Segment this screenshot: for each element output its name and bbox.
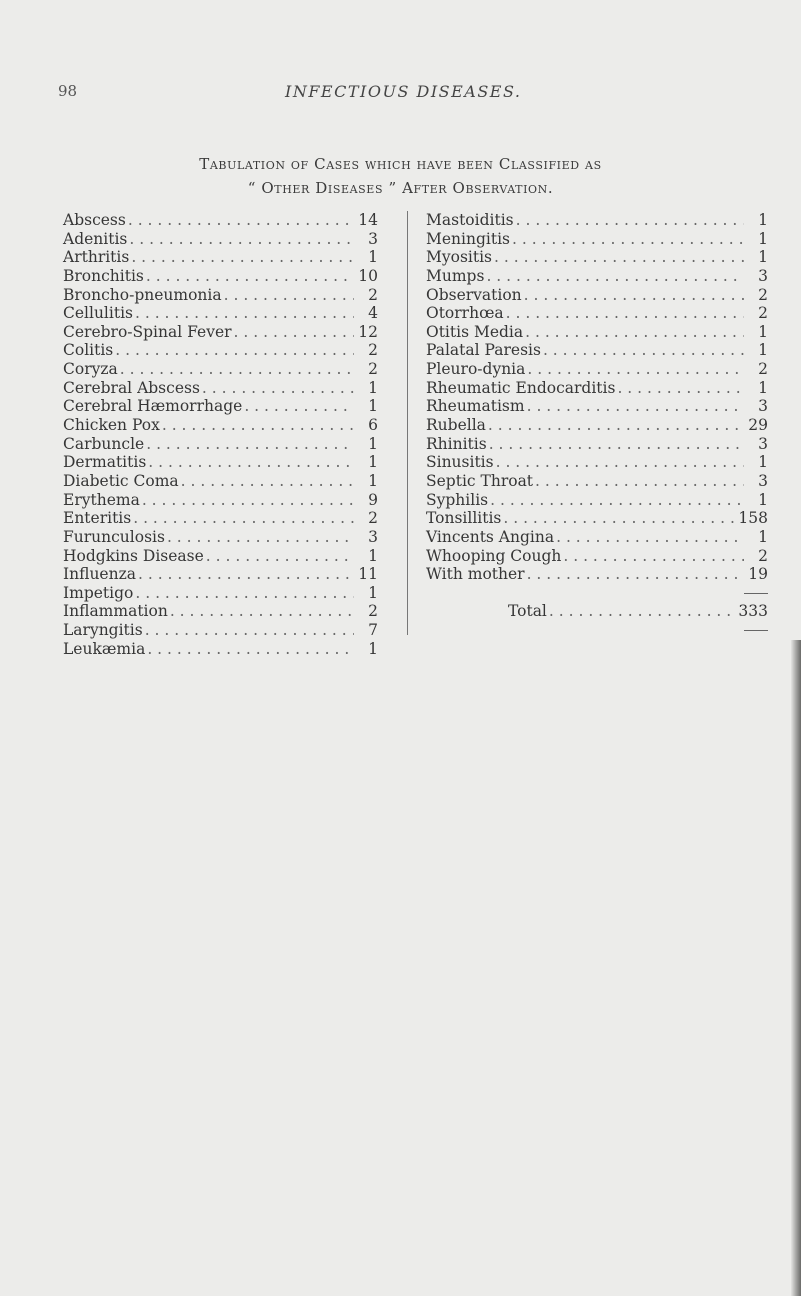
- table-title-line-2: “ Other Diseases ” After Observation.: [247, 179, 554, 197]
- dot-leader: [527, 360, 744, 379]
- list-item: [63, 640, 378, 659]
- disease-label: Coryza: [63, 360, 118, 379]
- disease-label: Enteritis: [63, 509, 132, 528]
- list-item: [426, 248, 768, 267]
- disease-label: Bronchitis: [63, 266, 144, 285]
- case-count: 2: [368, 360, 378, 379]
- list-item: [426, 565, 768, 584]
- list-item: [63, 211, 378, 230]
- disease-label: Impetigo: [63, 583, 134, 602]
- case-count: 6: [368, 416, 378, 435]
- case-count: 3: [758, 434, 768, 453]
- list-item: [426, 509, 768, 528]
- case-count: 2: [758, 304, 768, 323]
- total-row: [426, 602, 768, 621]
- case-count: 1: [368, 583, 378, 602]
- dot-leader: [543, 341, 744, 360]
- disease-label: Myositis: [426, 248, 493, 267]
- dot-leader: [563, 547, 744, 566]
- dot-leader: [115, 341, 354, 360]
- disease-label: Syphilis: [426, 490, 489, 509]
- disease-label: Abscess: [63, 211, 126, 229]
- disease-label: Influenza: [63, 565, 136, 584]
- list-item: [426, 547, 768, 566]
- dot-leader: [131, 248, 354, 267]
- dot-leader: [146, 435, 354, 454]
- list-item: [426, 286, 768, 305]
- case-count: 1: [758, 341, 768, 360]
- total-rule: [744, 593, 768, 594]
- dot-leader: [549, 602, 737, 621]
- disease-label: Rheumatism: [426, 397, 525, 416]
- dot-leader: [503, 509, 736, 528]
- list-item: [63, 304, 378, 323]
- list-item: [63, 230, 378, 249]
- disease-label: Sinusitis: [426, 453, 494, 472]
- dot-leader: [527, 397, 744, 416]
- dot-leader: [145, 621, 354, 640]
- case-count: 1: [368, 248, 378, 267]
- case-count: 1: [368, 453, 378, 472]
- case-count: 1: [368, 378, 378, 397]
- disease-label: Palatal Paresis: [426, 341, 541, 360]
- case-count: 1: [758, 378, 768, 397]
- disease-label: Leukæmia: [63, 639, 146, 658]
- list-item: [426, 360, 768, 379]
- case-count: 2: [758, 546, 768, 565]
- disease-label: Septic Throat: [426, 471, 534, 490]
- list-item: [63, 341, 378, 360]
- disease-label: Tonsillitis: [426, 509, 502, 528]
- dot-leader: [494, 248, 744, 267]
- table-title-line-1: Tabulation of Cases which have been Classified as: [199, 155, 602, 173]
- list-item: [63, 416, 378, 435]
- dot-leader: [489, 435, 744, 454]
- list-item: [63, 602, 378, 621]
- list-item: [426, 230, 768, 249]
- case-count: 158: [738, 509, 768, 528]
- case-count: 3: [758, 471, 768, 490]
- dot-leader: [535, 472, 744, 491]
- list-item: [63, 565, 378, 584]
- disease-label: Diabetic Coma: [63, 471, 179, 490]
- case-count: 12: [358, 322, 378, 341]
- case-count: 19: [748, 565, 768, 584]
- disease-label: Cerebral Hæmorrhage: [63, 397, 243, 416]
- dot-leader: [162, 416, 354, 435]
- dot-leader: [488, 416, 744, 435]
- list-item: [426, 267, 768, 286]
- disease-label: Observation: [426, 285, 522, 304]
- dot-leader: [128, 211, 354, 230]
- dot-leader: [234, 323, 354, 342]
- list-item: [63, 584, 378, 603]
- disease-label: Dermatitis: [63, 453, 147, 472]
- dot-leader: [202, 379, 354, 398]
- list-item: [426, 416, 768, 435]
- case-count: 2: [368, 602, 378, 621]
- case-count: 1: [368, 434, 378, 453]
- case-count: 1: [758, 248, 768, 267]
- dot-leader: [206, 547, 354, 566]
- case-count: 3: [758, 266, 768, 285]
- disease-label: Rhinitis: [426, 434, 487, 453]
- dot-leader: [142, 491, 354, 510]
- dot-leader: [133, 509, 354, 528]
- list-item: [63, 248, 378, 267]
- disease-label: Whooping Cough: [426, 546, 562, 565]
- disease-label: Adenitis: [63, 229, 128, 248]
- table-title: [0, 152, 801, 200]
- disease-label: Broncho-pneumonia: [63, 285, 222, 304]
- disease-label: Total: [508, 602, 547, 621]
- case-count: 3: [758, 397, 768, 416]
- dot-leader: [496, 453, 744, 472]
- page-edge-shadow: [791, 640, 801, 1296]
- dot-leader: [224, 286, 354, 305]
- case-count: 3: [368, 229, 378, 248]
- case-count: 3: [368, 527, 378, 546]
- case-count: 11: [358, 565, 378, 584]
- disease-label: Cerebro-Spinal Fever: [63, 322, 232, 341]
- disease-label: Carbuncle: [63, 434, 145, 453]
- list-item: [426, 472, 768, 491]
- case-count: 1: [758, 527, 768, 546]
- dot-leader: [138, 565, 354, 584]
- total-rule-row: [426, 621, 768, 640]
- disease-label: Hodgkins Disease: [63, 546, 204, 565]
- case-count: 1: [368, 546, 378, 565]
- disease-label: Furunculosis: [63, 527, 165, 546]
- list-item: [426, 528, 768, 547]
- list-item: [426, 341, 768, 360]
- column-divider: [407, 211, 408, 635]
- case-count: 4: [368, 304, 378, 323]
- case-count: 1: [758, 490, 768, 509]
- list-item: [63, 286, 378, 305]
- list-item: [426, 397, 768, 416]
- list-item: [63, 509, 378, 528]
- list-item: [426, 379, 768, 398]
- case-count: 1: [368, 639, 378, 658]
- disease-label: Pleuro-dynia: [426, 360, 526, 379]
- case-count: 2: [368, 341, 378, 360]
- list-item: [426, 435, 768, 454]
- disease-label: Otorrhœa: [426, 304, 504, 323]
- list-item: [63, 528, 378, 547]
- disease-label: Mumps: [426, 266, 485, 285]
- dot-leader: [512, 230, 744, 249]
- list-item: [426, 453, 768, 472]
- case-count: 10: [358, 266, 378, 285]
- disease-label: Mastoiditis: [426, 211, 514, 229]
- disease-label: Arthritis: [63, 248, 130, 267]
- disease-label: Rubella: [426, 416, 486, 435]
- dot-leader: [525, 323, 744, 342]
- page-header: [0, 82, 801, 102]
- dot-leader: [490, 491, 744, 510]
- page-number: 98: [58, 82, 78, 100]
- right-column-list: [426, 211, 768, 640]
- case-count: 2: [368, 509, 378, 528]
- dot-leader: [516, 211, 744, 230]
- dot-leader: [486, 267, 744, 286]
- case-count: 1: [758, 322, 768, 341]
- list-item: [63, 491, 378, 510]
- case-count: 7: [368, 621, 378, 640]
- disease-label: Vincents Angina: [426, 527, 555, 546]
- disease-label: Erythema: [63, 490, 140, 509]
- case-count: 1: [758, 211, 768, 229]
- list-item: [63, 360, 378, 379]
- case-count: 1: [758, 229, 768, 248]
- case-count: 1: [758, 453, 768, 472]
- case-count: 29: [748, 416, 768, 435]
- disease-label: Rheumatic Endocarditis: [426, 378, 616, 397]
- case-count: 333: [738, 602, 768, 621]
- list-item: [63, 379, 378, 398]
- list-item: [426, 491, 768, 510]
- disease-label: Cerebral Abscess: [63, 378, 200, 397]
- dot-leader: [148, 453, 354, 472]
- case-count: 2: [368, 285, 378, 304]
- list-item: [63, 547, 378, 566]
- running-title: INFECTIOUS DISEASES.: [285, 82, 522, 101]
- list-item: [63, 453, 378, 472]
- dot-leader: [181, 472, 354, 491]
- list-item: [63, 267, 378, 286]
- dot-leader: [147, 640, 354, 659]
- list-item: [63, 397, 378, 416]
- disease-label: Inflammation: [63, 602, 168, 621]
- disease-label: Cellulitis: [63, 304, 133, 323]
- disease-label: Meningitis: [426, 229, 510, 248]
- dot-leader: [135, 304, 354, 323]
- dot-leader: [244, 397, 354, 416]
- case-count: 2: [758, 285, 768, 304]
- list-item: [63, 621, 378, 640]
- dot-leader: [527, 565, 744, 584]
- dot-leader: [146, 267, 354, 286]
- case-count: 1: [368, 397, 378, 416]
- disease-label: Otitis Media: [426, 322, 524, 341]
- disease-label: Laryngitis: [63, 621, 143, 640]
- dot-leader: [617, 379, 744, 398]
- disease-label: With mother: [426, 565, 525, 584]
- dot-leader: [506, 304, 744, 323]
- disease-label: Chicken Pox: [63, 416, 160, 435]
- left-column-list: [63, 211, 378, 658]
- case-count: 9: [368, 490, 378, 509]
- dot-leader: [524, 286, 744, 305]
- list-item: [63, 435, 378, 454]
- list-item: [426, 211, 768, 230]
- list-item: [63, 323, 378, 342]
- dot-leader: [129, 230, 354, 249]
- dot-leader: [556, 528, 744, 547]
- case-count: 2: [758, 360, 768, 379]
- case-count: 14: [358, 211, 378, 229]
- disease-label: Colitis: [63, 341, 114, 360]
- dot-leader: [167, 528, 354, 547]
- case-count: 1: [368, 471, 378, 490]
- dot-leader: [120, 360, 354, 379]
- dot-leader: [170, 602, 354, 621]
- dot-leader: [135, 584, 354, 603]
- total-rule: [744, 630, 768, 631]
- total-rule-row: [426, 584, 768, 603]
- list-item: [63, 472, 378, 491]
- list-item: [426, 323, 768, 342]
- list-item: [426, 304, 768, 323]
